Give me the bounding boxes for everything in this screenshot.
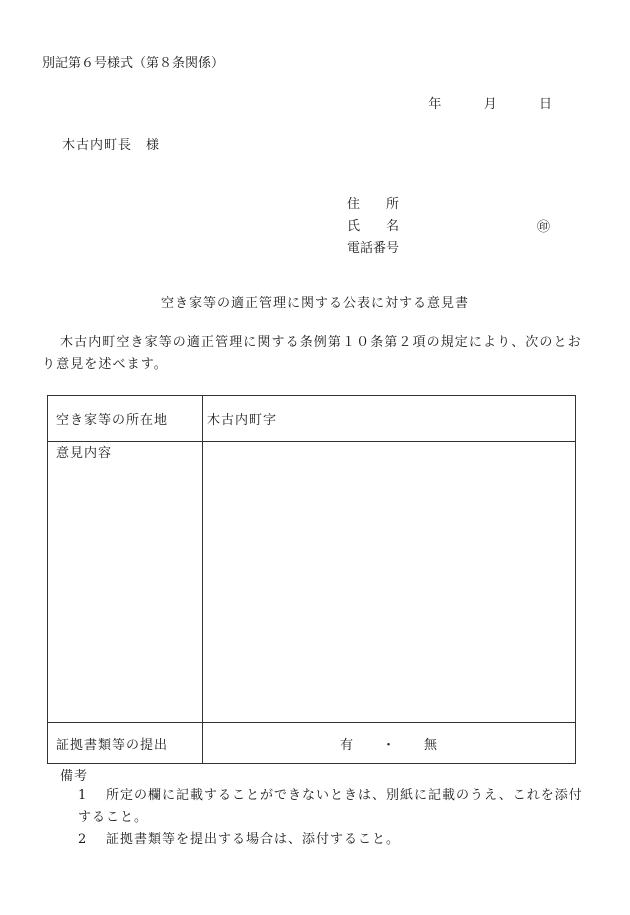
location-field[interactable]: 木古内町字	[203, 396, 576, 442]
form-number: 別記第６号様式（第８条関係）	[42, 56, 225, 71]
date-year-label: 年	[428, 97, 442, 112]
date-month-label: 月	[483, 97, 497, 112]
date-line	[428, 93, 552, 112]
table-row	[48, 442, 576, 723]
note-text: 所定の欄に記載することができないときは、別紙に記載のうえ、これを添付すること。	[78, 788, 583, 825]
opinion-field[interactable]	[203, 442, 576, 723]
document-title: 空き家等の適正管理に関する公表に対する意見書	[160, 296, 469, 311]
note-number: 2	[78, 832, 88, 847]
body-text: 木古内町空き家等の適正管理に関する条例第１０条第２項の規定により、次のとおり意見を述べます。	[42, 335, 582, 372]
seal-mark: ㊞	[537, 220, 551, 235]
name-label: 氏 名	[347, 219, 400, 234]
note-text: 証拠書類等を提出する場合は、添付すること。	[106, 832, 401, 847]
phone-label: 電話番号	[347, 241, 400, 256]
table-row	[48, 396, 576, 442]
notes-heading: 備考	[60, 769, 89, 784]
body-paragraph	[42, 332, 587, 376]
location-label: 空き家等の所在地	[48, 396, 203, 442]
evidence-no-option[interactable]: 無	[424, 737, 439, 753]
evidence-yes-option[interactable]: 有	[339, 737, 354, 753]
evidence-choice	[203, 723, 576, 764]
note-item	[78, 785, 588, 829]
opinion-form-table	[47, 395, 576, 764]
note-item	[78, 829, 588, 851]
address-label: 住 所	[347, 197, 400, 212]
table-row	[48, 723, 576, 764]
opinion-label: 意見内容	[48, 442, 203, 723]
date-day-label: 日	[538, 97, 552, 112]
sender-block	[347, 194, 399, 260]
evidence-label: 証拠書類等の提出	[48, 723, 203, 764]
note-number: 1	[78, 788, 88, 803]
evidence-separator: ・	[381, 737, 396, 753]
addressee: 木古内町長 様	[62, 138, 161, 153]
